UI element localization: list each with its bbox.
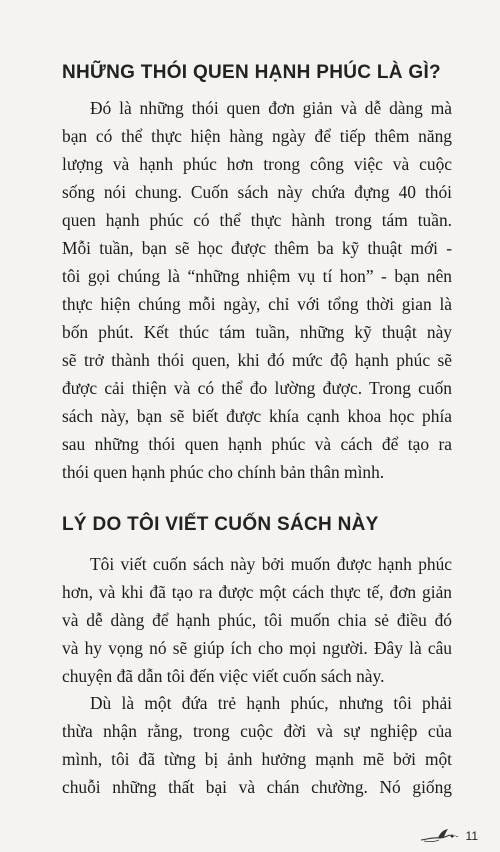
text-line: sách này, bạn sẽ biết được khía cạnh khoa học phía (62, 406, 452, 426)
text-line: hơn, và khi đã tạo ra được một cách thực tế, đơn giản (62, 582, 452, 602)
text-line: và dễ dàng để hạnh phúc, tôi muốn chia sẻ điều đó (62, 610, 452, 630)
text-line: Mỗi tuần, bạn sẽ học được thêm ba kỹ thuật mới - (62, 238, 452, 258)
text-line: quen hạnh phúc có thể thực hành trong tám tuần. (62, 210, 452, 230)
text-line: Tôi viết cuốn sách này bởi muốn được hạnh phúc (90, 554, 452, 574)
section-heading-happy-habits: NHỮNG THÓI QUEN HẠNH PHÚC LÀ GÌ? (62, 62, 441, 83)
text-line: lượng và hạnh phúc hơn trong công việc và cuộc (62, 154, 452, 174)
paragraph-happy-habits (62, 94, 452, 486)
text-line: sau những thói quen hạnh phúc và cách để tạo ra (62, 434, 452, 454)
paragraph-why-i-wrote-2 (62, 689, 452, 801)
text-line: Dù là một đứa trẻ hạnh phúc, nhưng tôi phải (90, 693, 452, 713)
text-line: sống nói chung. Cuốn sách này chứa đựng 40 thói (62, 182, 452, 202)
text-line: sẽ trở thành thói quen, khi đó mức độ hạnh phúc sẽ (62, 350, 452, 370)
page-footer (420, 828, 478, 844)
text-line: mình, tôi đã từng bị ảnh hưởng mạnh mẽ bởi một (62, 749, 452, 769)
text-line: bạn có thể thực hiện hàng ngày để tiếp thêm năng (62, 126, 452, 146)
text-line: và hy vọng nó sẽ giúp ích cho mọi người. Đây là câu (62, 638, 452, 658)
bird-ornament-icon (420, 828, 460, 844)
text-line: thực hiện chúng mỗi ngày, chỉ với tổng thời gian là (62, 294, 452, 314)
text-line: thói quen hạnh phúc cho chính bản thân mình. (62, 462, 385, 482)
page-number: 11 (465, 829, 478, 843)
text-line: chuỗi những thất bại và chán chường. Nó giống (62, 777, 452, 797)
text-line: được cải thiện và có thể đo lường được. Trong cuốn (62, 378, 452, 398)
text-line: tôi gọi chúng là “những nhiệm vụ tí hon” - bạn nên (62, 266, 452, 286)
text-line: Đó là những thói quen đơn giản và dễ dàng mà (90, 98, 452, 118)
text-line: thừa nhận rằng, trong cuộc đời và sự nghiệp của (62, 721, 452, 741)
section-heading-why-i-wrote: LÝ DO TÔI VIẾT CUỐN SÁCH NÀY (62, 514, 379, 535)
text-line: chuyện đã dẫn tôi đến việc viết cuốn sách này. (62, 666, 385, 686)
text-line: bốn phút. Kết thúc tám tuần, những kỹ thuật này (62, 322, 452, 342)
paragraph-why-i-wrote-1 (62, 550, 452, 690)
